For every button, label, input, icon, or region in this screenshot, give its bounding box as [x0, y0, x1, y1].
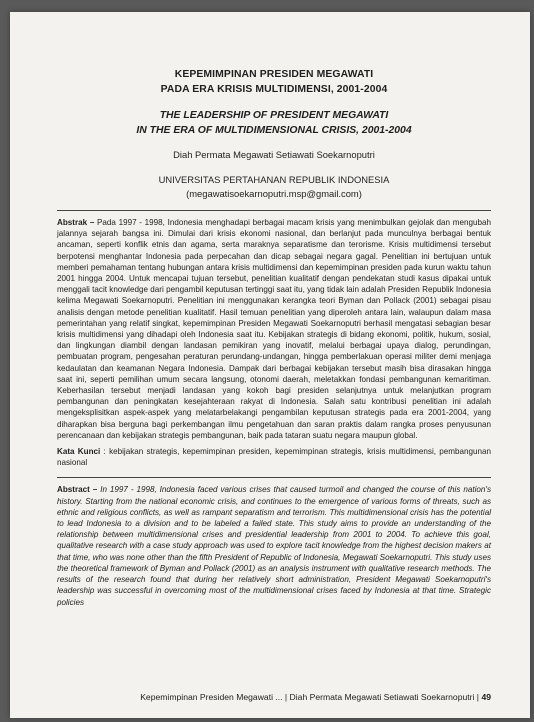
author-name: Diah Permata Megawati Setiawati Soekarnoputri: [173, 149, 375, 160]
affiliation: UNIVERSITAS PERTAHANAN REPUBLIK INDONESIA: [158, 174, 390, 185]
author-email: (megawatisoekarnoputri.msp@gmail.com): [186, 188, 362, 199]
title-line: KEPEMIMPINAN PRESIDEN MEGAWATI: [174, 69, 374, 80]
title-line: IN THE ERA OF MULTIDIMENSIONAL CRISIS, 2001-2004: [136, 125, 412, 136]
footer-running-title: Kepemimpinan Presiden Megawati ... | Diah Permata Megawati Setiawati Soekarnoputri |: [140, 692, 480, 702]
page-number: 49: [481, 692, 491, 702]
kata-kunci: [57, 446, 491, 468]
kata-kunci-text: : kebijakan strategis, kepemimpinan presiden, kepemimpinan strategis, krisis multidimensi, pembangunan nasional: [57, 447, 492, 468]
abstract-label: Abstract –: [57, 485, 98, 495]
abstract-text: In 1997 - 1998, Indonesia faced various crises that caused turmoil and changed the course of this nation's history. Starting from the national economic crisis, and continues to the emergence of various forms of threats, such as ethnic and religious conflicts, as well as rampant separatism and terrorism. This multidimensional crisis has the potential to lead Indonesia to a division and to be labeled a failed state. This study aims to provide an understanding of the relationship between multidimensional crises and presidential leadership from 2001 to 2004. To achieve this goal, qualitative research with a case study approach was used to explore tacit knowledge from the highest decision makers at that time, who was none other than the fifth President of Republic of Indonesia, Megawati Soekarnoputri. This study uses the theoretical framework of Byman and Pollack (2001) as an analysis instrument with qualitative research methods. The results of the research found that during her relatively short administration, President Megawati Soekarnoputri's leadership was successful in overcoming most of the multidimensional crises faced by Indonesia at that time. Strategic policies: [57, 485, 491, 607]
page-content: [57, 67, 491, 608]
title-english: [57, 108, 491, 138]
page-footer: [57, 692, 491, 702]
title-line: PADA ERA KRISIS MULTIDIMENSI, 2001-2004: [160, 84, 388, 95]
divider: [57, 210, 491, 211]
affiliation-block: [57, 173, 491, 201]
divider: [57, 477, 491, 478]
kata-kunci-label: Kata Kunci: [57, 447, 101, 457]
title-indonesian: [57, 67, 491, 97]
title-line: THE LEADERSHIP OF PRESIDENT MEGAWATI: [159, 110, 389, 121]
abstrak-text: Pada 1997 - 1998, Indonesia menghadapi berbagai macam krisis yang menimbulkan gejolak dan mengubah jalannya sejarah bangsa ini. Dimulai dari krisis ekonomi nasional, dan berlanjut pada munculnya berbagai bentuk ancaman, seperti konflik etnis dan agama, serta maraknya separatisme dan terorisme. Krisis multidimensi tersebut berpotensi menghantar Indonesia pada perpecahan dan dicap sebagai negara gagal. Penelitian ini bertujuan untuk memberi pemahaman tentang hubungan antara krisis multidimensi dan kepemimpinan presiden pada kurun waktu tahun 2001 hingga 2004. Untuk mencapai tujuan tersebut, penelitian kualitatif dengan pendekatan studi kasus dipakai untuk menggali tacit knowledge dari pengambil keputusan tertinggi saat itu, yang tidak lain adalah Presiden Republik Indonesia kelima Megawati Soekarnoputri. Penelitian ini menggunakan kerangka teori Byman dan Pollack (2001) sebagai pisau analisis dengan metode penelitian kualitatif. Hasil temuan penelitian yang diperoleh antara lain, walaupun dalam masa pemerintahan yang relatif singkat, kepemimpinan Presiden Megawati Soekarnoputri berhasil mengatasi sebagian besar krisis multidimensi yang dihadapi oleh Indonesia saat itu. Kebijakan strategis di bidang ekonomi, politik, hukum, sosial, dan lingkungan diambil dengan landasan pemikiran yang inovatif, melalui berbagai upaya dialog, perundingan, pembuatan program, pengesahan peraturan perundang-undangan, hingga pemberlakuan operasi militer demi menjaga kedaulatan dan keamanan Negara Indonesia. Dampak dari berbagai kebijakan tersebut masih bisa dirasakan hingga saat ini, seperti pemilihan umum secara langsung, otonomi daerah, meletakkan fondasi pembangunan kemaritiman. Keberhasilan tersebut menjadi landasan yang kokoh bagi presiden selanjutnya untuk melanjutkan program pembangunan dan peningkatan kesejahteraan rakyat di Indonesia. Salah satu kontribusi penelitian ini adalah mengeksplisitkan aspek-aspek yang melatarbelakangi pengambilan keputusan strategis pada era 2001-2004, yang diharapkan bisa berguna bagi perkembangan ilmu pengetahuan dan saran praktis dalam rangka proses penyusunan perencanaan dan kebijakan strategis pembangunan, baik pada tataran suatu negara maupun global.: [57, 218, 491, 440]
abstrak-paragraph: [57, 217, 491, 441]
document-page: [10, 12, 530, 718]
abstract-english-paragraph: [57, 484, 491, 607]
abstrak-label: Abstrak –: [57, 218, 95, 227]
